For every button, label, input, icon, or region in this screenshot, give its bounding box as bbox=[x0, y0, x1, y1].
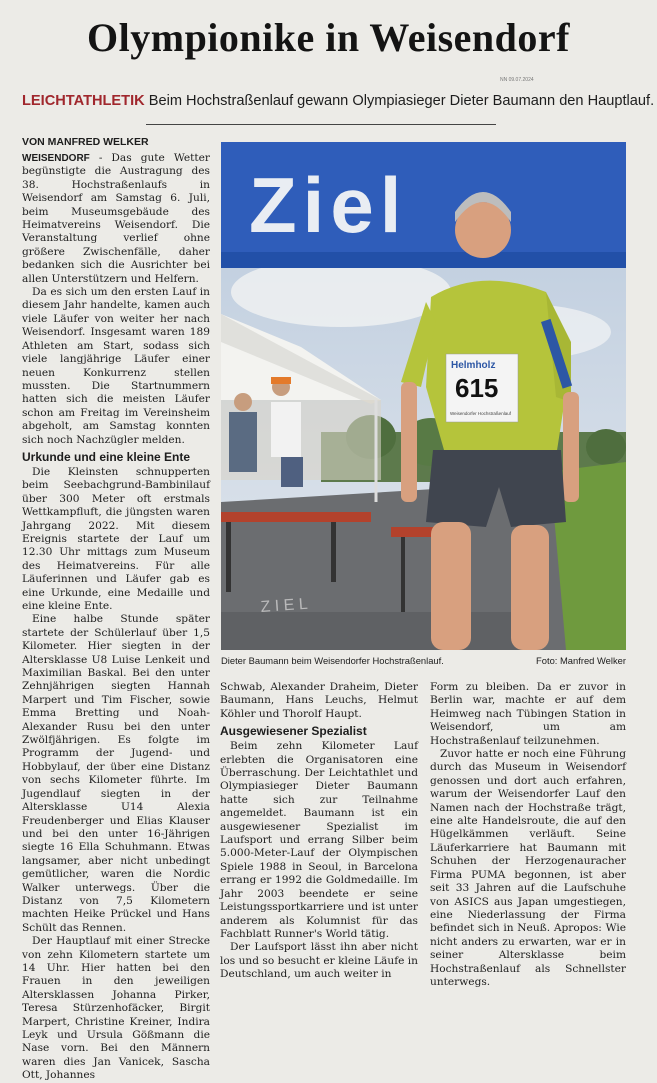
paragraph-6: Schwab, Alexander Draheim, Dieter Baumann, Hans Leuchs, Helmut Köhler und Thorolf Haupt. bbox=[220, 681, 418, 720]
place-label: WEISENDORF bbox=[22, 153, 90, 164]
paragraph-intro bbox=[22, 152, 210, 286]
rubric-label: LEICHTATHLETIK bbox=[22, 93, 145, 109]
byline: VON MANFRED WELKER bbox=[22, 136, 149, 148]
runner-finish-photo bbox=[221, 142, 626, 650]
article-photo bbox=[221, 142, 626, 650]
svg-text:Z I E L: Z I E L bbox=[260, 595, 309, 616]
paragraph-8: Der Laufsport lässt ihn aber nicht los und so besucht er kleine Läufe in Deutschland, um auch weiter in bbox=[220, 941, 418, 981]
paragraph-9: Form zu bleiben. Da er zuvor in Berlin war, machte er auf dem Heimweg nach Tübingen Station in Weisendorf, um am Hochstraßenlauf teilzunehmen. bbox=[430, 681, 626, 747]
subheading-spezialist: Ausgewiesener Spezialist bbox=[220, 724, 367, 739]
bib-subtitle: Weisendorfer Hochstraßenlauf bbox=[450, 411, 511, 416]
paragraph-3: Die Kleinsten schnupperten beim Seebachgrund-Bambinilauf über 300 Meter oft erstmals Wettkampfluft, die jüngsten waren Jahrgang 2022. Mit diesem Ereignis startete der Lauf um 12.30 Uhr mittags zum Museum des Heimatvereins. Für alle Läuferinnen und Läufer gab es eine Urkunde, eine Medaille und eine kleine Ente. bbox=[22, 465, 210, 612]
article-subheadline bbox=[22, 93, 655, 111]
article-headline: Olympionike in Weisendorf bbox=[87, 15, 570, 60]
subheading-urkunde: Urkunde und eine kleine Ente bbox=[22, 449, 191, 464]
paragraph-1-text: - Das gute Wetter begünstigte die Austragung des 38. Hochstraßenlaufs in Weisendorf am Samstag 6. Juli, beim Museumsgebäude des Heimatvereins Weisendorf. Die Veranstaltung verlief ohne größere Zwischenfälle, daher bedanken sich die Ausrichter bei allen Unterstützern und Helfern. bbox=[22, 152, 210, 285]
article-column-2 bbox=[220, 681, 418, 982]
paragraph-7: Beim zehn Kilometer Lauf erlebten die Organisatoren eine Überraschung. Der Leichtathlet und Olympiasieger Dieter Baumann hatte sich zur Teilnahme angemeldet. Baumann ist ein ausgewiesener Spezialist im Laufsport und errang Silber beim 5.000-Meter-Lauf der Olympischen Spiele 1988 in Seoul, in Barcelona errang er 1992 die Goldmedaille. Im Jahr 2003 beendete er seine Leistungssportkarriere und ist unter anderem als Kolumnist für das Fachblatt Runner's World tätig. bbox=[220, 740, 418, 940]
paragraph-10: Zuvor hatte er noch eine Führung durch das Museum in Weisendorf genossen und dort auch erfahren, warum der Weisendorfer Lauf den Namen nach der Hochstraße trägt, eine alte Handelsroute, die auf den Hügelkämmen verläuft. Seine Läuferkarriere hat Baumann mit Schuhen der Herzogenauracher Firma PUMA begonnen, ist aber seit 33 Jahren auf die Laufschuhe von ASICS aus Japan umgestiegen, eine Niederlassung der Firma befindet sich in Neuß. Apropos: Wie nicht anders zu erwarten, war er in seiner Altersklasse beim Hochstraßenlauf als Schnellster unterwegs. bbox=[430, 748, 626, 988]
finish-banner-text: Ziel bbox=[249, 161, 408, 249]
headline-divider bbox=[146, 124, 496, 125]
photo-caption bbox=[221, 655, 626, 666]
bib-brand: Helmholz bbox=[451, 360, 496, 371]
article-column-1 bbox=[22, 152, 210, 1083]
article-column-3 bbox=[430, 681, 626, 989]
bib-number: 615 bbox=[455, 373, 499, 403]
photo-credit: Foto: Manfred Welker bbox=[536, 655, 626, 666]
article-dateline: NN 09.07.2024 bbox=[500, 77, 534, 83]
subheadline-text: Beim Hochstraßenlauf gewann Olympiasieger Dieter Baumann den Hauptlauf. bbox=[148, 93, 655, 109]
paragraph-4: Eine halbe Stunde später startete der Schülerlauf über 1,5 Kilometer. Hier siegten in der Altersklasse U8 Luise Lenkeit und Maximilian Baskal. Bei den unter Zehnjährigen siegten Hannah Marpert und Tim Fischer, sowie Emma Bretting und Noah-Alexander Rusu bei den unter Zwölfjährigen. Es folgte im Programm der Jugend- und Hobbylauf, der über eine Distanz von sechs Kilometer führte. Im Jugendlauf siegten in der Altersklasse U14 Alexia Freudenberger und Elias Klauser und bei den unter 16-Jährigen siegte 16 Ella Schuhmann. Etwas langsamer, aber nicht unbedingt gemütlicher, waren die Nordic Walker unterwegs. Über die Distanz von 7,5 Kilometern machten Heike Prückel und Hans Schült das Rennen. bbox=[22, 613, 210, 934]
paragraph-5: Der Hauptlauf mit einer Strecke von zehn Kilometern startete um 14 Uhr. Hier hatten bei den Frauen in den jeweiligen Altersklassen Johanna Pirker, Teresa Stürzenhofäcker, Birgit Marpert, Christine Kreiner, Indira Leyk und Ursula Gößmann die Nase vorn. Bei den Männern waren dies Jan Vanicek, Sascha Ott, Johannes bbox=[22, 935, 210, 1082]
paragraph-2: Da es sich um den ersten Lauf in diesem Jahr handelte, kamen auch viele Läufer von weiter her nach Weisendorf. Insgesamt waren 189 Athleten am Start, sodass sich viele langjährige Läufer einer neuen Konkurrenz stellen mussten. Die Startnummern hatten sich die meisten Läufer schon am Freitag im Vereinsheim abgeholt, am Samstag konnten sich noch Nachzügler melden. bbox=[22, 286, 210, 446]
caption-text: Dieter Baumann beim Weisendorfer Hochstraßenlauf. bbox=[221, 655, 444, 666]
